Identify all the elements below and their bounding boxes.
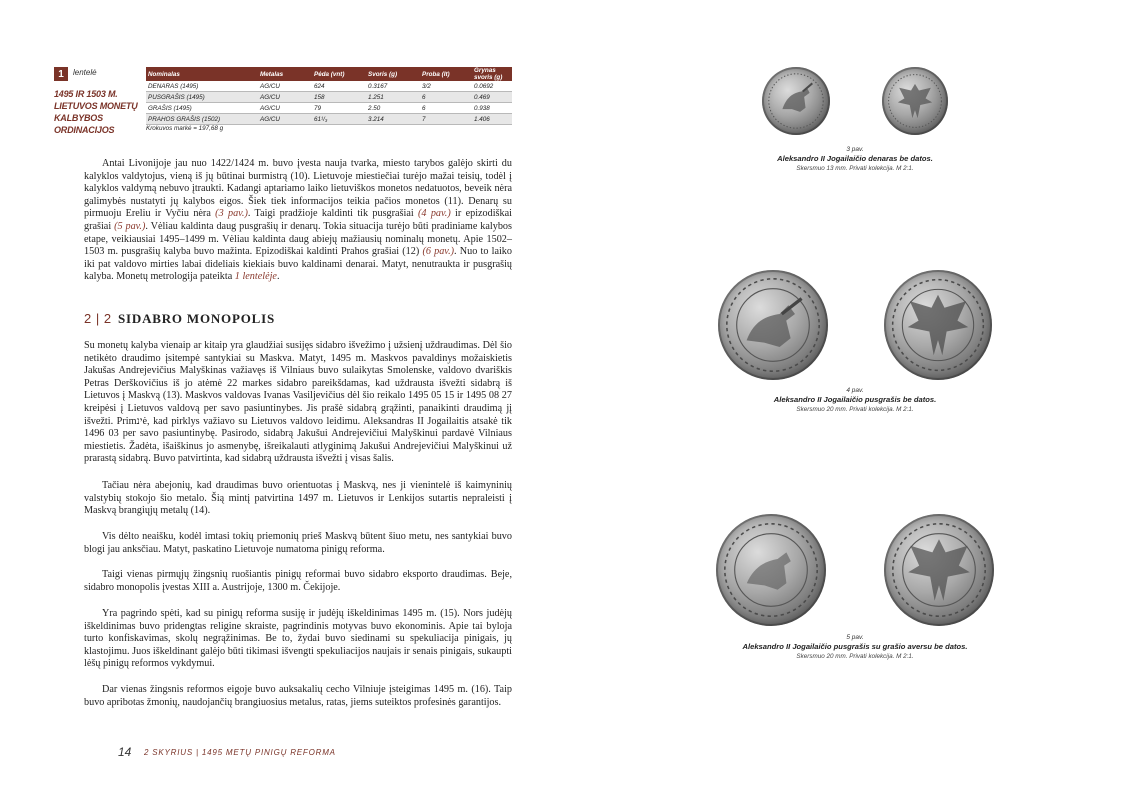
text-run: . Vėliau kaldinta daug pusgrašių ir denarų. Tokia situacija turėjo būti pradiniame kalybos etape, veikiausiai 1495–1499 m. Vėliau kaldinta daug abiejų mažiausių nominalų monetų. Apie 1502–1503 m. pusgrašių kalyba buvo mažinta. Epizodiškai kaldinti Prahos grašiai (12) xyxy=(84,220,512,258)
table-cell: 79 xyxy=(312,103,366,114)
table-cell: 1.251 xyxy=(366,92,420,103)
table-number-badge: 1 xyxy=(54,67,68,81)
figure-title: Aleksandro II Jogailaičio pusgrašis be datos. xyxy=(773,395,937,404)
figure-title: Aleksandro II Jogailaičio denaras be datos. xyxy=(777,154,933,163)
table-cell: 61¹/₃ xyxy=(312,114,366,125)
table-row xyxy=(146,92,512,103)
table-cell: 2.50 xyxy=(366,103,420,114)
table-cell: 0.0692 xyxy=(472,81,512,92)
table-caption: 1495 IR 1503 M. LIETUVOS MONETŲ KALBYBOS ORDINACIJOS xyxy=(54,89,138,135)
text-run: . Nuo to laiko iki pat valdovo mirties labai dideliais kiekiais buvo kaldinami denarai. Matyt, nenutraukta ir pusgrašių kalyba. Monetų metrologija pateikta xyxy=(84,246,512,283)
text-run: Antai Livonijoje jau nuo 1422/1424 m. buvo įvesta nauja tvarka, miesto tarybos galėjo skirti du kalyklos valdytojus, vieną iš jų būtinai burmistrą (10). Lietuvoje miestiečiai turėjo mažai teisių, todėl į kalyklos valdymą nebuvo įtraukti. Kadangi aptariamo laiko lietuviškos monetos nedatuotos, beveik nėra galimybės nustatyti jų kalybos eigos. Šiek tiek informacijos teikia pačios monetos (11). Denarų su pirmuoju Ereliu ir Vyčiu nėra xyxy=(84,158,512,220)
table-cell: 6 xyxy=(420,103,472,114)
table-cell: AG/CU xyxy=(258,92,312,103)
pusgrasis-obverse-coin-image xyxy=(718,270,828,380)
figure-details: Skersmuo 20 mm. Privati kolekcija. M 2:1. xyxy=(796,653,914,660)
table-cell: GRAŠIS (1495) xyxy=(146,103,258,114)
text-run: ir epizodiškai grašiai xyxy=(84,208,512,232)
col-header: Pėda (vnt) xyxy=(312,67,366,81)
table-cell: 0.3167 xyxy=(366,81,420,92)
col-header: Svoris (g) xyxy=(366,67,420,81)
section-number: 2 | 2 xyxy=(84,311,112,326)
table-cell: AG/CU xyxy=(258,114,312,125)
text-run: . xyxy=(276,271,280,283)
pusgrasis-reverse-coin-image xyxy=(884,270,992,380)
figure-reference-link[interactable]: (3 pav.) xyxy=(215,208,248,220)
paragraph: Dar vienas žingsnis reformos eigoje buvo auksakalių cecho Vilniuje įsteigimas 1495 m. (16). Taip buvo apribotas žmonių, naudojančių brangiuosius metalus, ratas, jiems suteiktos profesinės garantijos. xyxy=(84,684,512,708)
table-cell: 3.214 xyxy=(366,114,420,125)
paragraph: Vis dėlto neaišku, kodėl imtasi tokių priemonių prieš Maskvą būtent šiuo metu, nes santykiai buvo blogi jau anksčiau. Matyt, paskatino Lietuvoje numatoma pinigų reforma. xyxy=(84,531,512,555)
figure-details: Skersmuo 20 mm. Privati kolekcija. M 2:1. xyxy=(796,406,914,413)
figure-title: Aleksandro II Jogailaičio pusgrašis su grašio aversu be datos. xyxy=(742,642,968,651)
table-cell: 0.469 xyxy=(472,92,512,103)
paragraph xyxy=(84,158,512,284)
col-header: Grynas svoris (g) xyxy=(472,67,512,81)
col-header: Proba (lt) xyxy=(420,67,472,81)
table-cell: 7 xyxy=(420,114,472,125)
figure-5-caption xyxy=(720,633,990,661)
table-row xyxy=(146,103,512,114)
paragraph: Su monetų kalyba vienaip ar kitaip yra glaudžiai susijęs sidabro išvežimo į užsienį uždraudimas. Dėl šio netikėto draudimo įsitempė santykiai su Maskva. Matyt, 1495 m. Maskvos pavaldinys možaiskietis Jakušas Andrejevičius Malyškinas važiavęs iš Vilniaus buvo sulaikytas Smolenske, valdovo dvariškis Petras Derškovičius iš jo atėmė 22 markes sidabro pareikšdamas, kad uždrausta išvežti sidabrą iš Lietuvos į Maskvą (13). Maskvos valdovas Ivanas Vasiljevičius dėl šio reikalo 1495 05 15 ir 1495 08 27 kreipėsi į Lietuvos valdovą per savo pasiuntinybes. Jis prašė sidabrą grąžinti, panaikinti draudimą jį išvežti. Primינė, kad pirklys važiavo su Lietuvos valdovo leidimu. Aleksandras II Jogailaitis atsakė tik 1496 03 per savo pasiuntinybę. Pasirodo, sidabrą Jakušui Andrejevičiui Malyškinui pardavė Vilniaus miestietis. Žadėta, išaiškinus jo asmenybę, išreikalauti atlyginimą Jakušui Andrejevičiui Malyškinui už prarastą sidabrą. Buvo patvirtinta, kad sidabrą uždrausta išvežti į visas šalis. xyxy=(84,340,512,465)
grasis-reverse-coin-image xyxy=(884,514,994,626)
coinage-ordinance-table xyxy=(146,67,512,125)
table-cell: 1.406 xyxy=(472,114,512,125)
paragraph: Tačiau nėra abejonių, kad draudimas buvo orientuotas į Maskvą, nes ji vienintelė iš kaimyninių valstybių stokojo šio metalo. Šią mintį patvirtina 1497 m. Lietuvos ir Lenkijos sutartis nepraleisti į Maskvą brangiųjų metalų (14). xyxy=(84,480,512,517)
denaras-obverse-coin-image xyxy=(762,67,830,135)
col-header: Metalas xyxy=(258,67,312,81)
table-cell: PRAHOS GRAŠIS (1502) xyxy=(146,114,258,125)
figure-number: 5 pav. xyxy=(846,634,864,641)
table-cell: 6 xyxy=(420,92,472,103)
figure-reference-link[interactable]: (4 pav.) xyxy=(418,208,451,220)
section-title: SIDABRO MONOPOLIS xyxy=(118,311,275,326)
table-footnote: Krokuvos markė = 197,68 g xyxy=(146,125,224,132)
paragraph: Yra pagrindo spėti, kad su pinigų reforma susiję ir judėjų iškeldinimas 1495 m. (15). Nors judėjų iškeldinimas buvo pridengtas religine skraiste, pagrindinis motyvas buvo ekonominis. Apie tai byloja turto konfiskavimas, skolų negrąžinimas. Be to, žydai buvo siedinami su spekuliacija pinigais, jų klastojimu. Juos iškeldinant galėjo būti tikimasi išvengti spekuliacijos naujais ir senais pinigais, sukaupti lėšų pinigų reformos vykdymui. xyxy=(84,608,512,670)
running-footer: 2 SKYRIUS | 1495 METŲ PINIGŲ REFORMA xyxy=(144,748,336,757)
figure-4-caption xyxy=(740,386,970,414)
table-cell: 0.938 xyxy=(472,103,512,114)
table-cell: 3/2 xyxy=(420,81,472,92)
table-label: lentelė xyxy=(73,68,97,77)
table-row xyxy=(146,114,512,125)
table-cell: PUSGRAŠIS (1495) xyxy=(146,92,258,103)
table-cell: 624 xyxy=(312,81,366,92)
table-cell: AG/CU xyxy=(258,81,312,92)
figure-reference-link[interactable]: (6 pav.) xyxy=(422,246,455,258)
table-cell: 158 xyxy=(312,92,366,103)
table-cell: AG/CU xyxy=(258,103,312,114)
paragraph: Taigi vienas pirmųjų žingsnių ruošiantis pinigų reformai buvo sidabro eksporto draudimas. Beje, sidabro monopolis įvestas XIII a. Austrijoje, 1300 m. Čekijoje. xyxy=(84,569,512,593)
page-number: 14 xyxy=(118,745,132,759)
table-header-row xyxy=(146,67,512,81)
figure-number: 3 pav. xyxy=(846,146,864,153)
grasis-obverse-coin-image xyxy=(716,514,826,626)
figure-reference-link[interactable]: (5 pav.) xyxy=(114,220,146,232)
denaras-reverse-coin-image xyxy=(882,67,948,135)
table-row xyxy=(146,81,512,92)
text-run: . Taigi pradžioje kaldinti tik pusgrašiai xyxy=(247,208,419,220)
figure-number: 4 pav. xyxy=(846,387,864,394)
figure-3-caption xyxy=(760,145,950,173)
figure-details: Skersmuo 13 mm. Privati kolekcija. M 2:1. xyxy=(796,165,914,172)
col-header: Nominalas xyxy=(146,67,258,81)
table-reference-link[interactable]: 1 lentelėje xyxy=(234,271,277,283)
table-cell: DENARAS (1495) xyxy=(146,81,258,92)
